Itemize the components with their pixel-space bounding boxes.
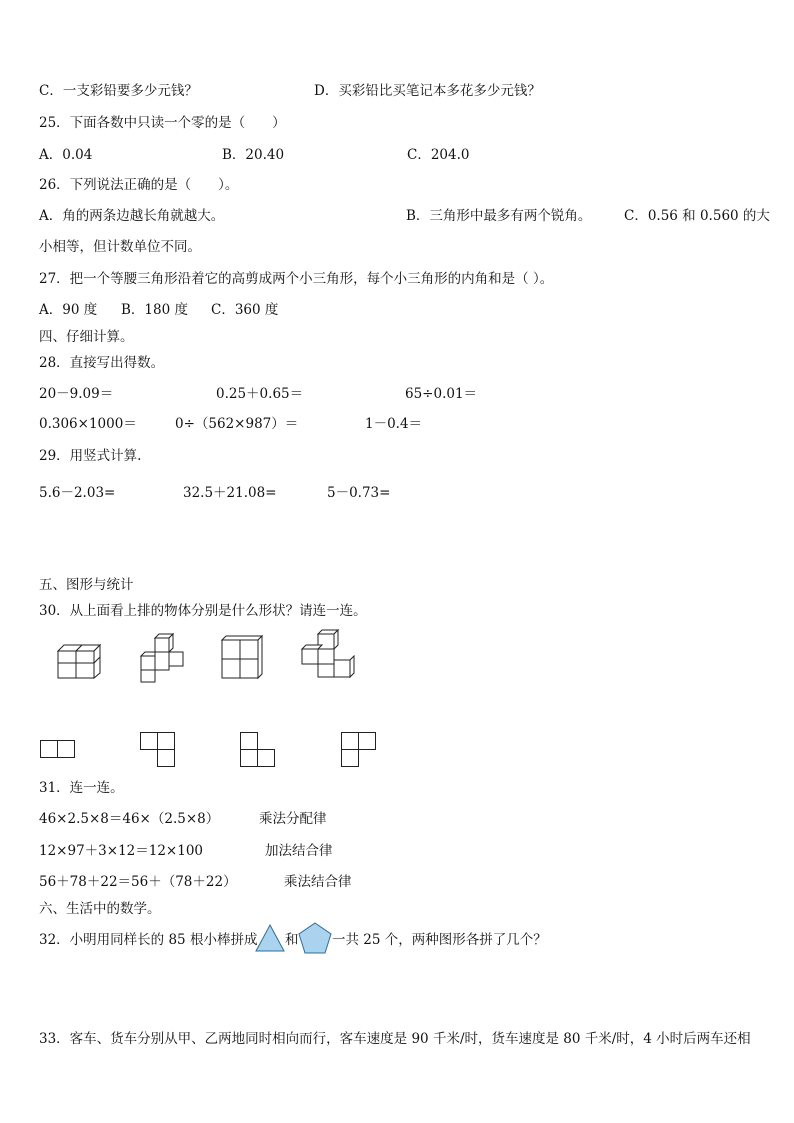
triangle-icon bbox=[255, 924, 285, 952]
q28-expr-5: 0÷（562×987）＝ bbox=[175, 416, 299, 432]
section-5-title: 五、图形与统计 bbox=[39, 577, 134, 593]
cube-figure-3 bbox=[220, 636, 264, 682]
q33-stem: 33．客车、货车分别从甲、乙两地同时相向而行，客车速度是 90 千米/时，货车速度是 80 千米/时，4 小时后两车还相 bbox=[39, 1031, 751, 1047]
q32-and: 和 bbox=[285, 932, 299, 948]
top-view-4 bbox=[341, 732, 377, 768]
cube-figure-1 bbox=[56, 645, 102, 681]
q29-expr-2: 32.5＋21.08= bbox=[183, 485, 277, 501]
q28-expr-1: 20－9.09＝ bbox=[39, 386, 114, 402]
q25-stem: 25．下面各数中只读一个零的是（ ） bbox=[39, 115, 286, 131]
q25-option-c: C．204.0 bbox=[407, 147, 470, 163]
q28-stem: 28．直接写出得数。 bbox=[39, 355, 165, 371]
q32-prefix: 32．小明用同样长的 85 根小棒拼成 bbox=[39, 932, 258, 948]
top-view-3 bbox=[240, 732, 276, 768]
q26-option-a: A．角的两条边越长角就越大。 bbox=[39, 208, 225, 224]
q29-expr-3: 5－0.73= bbox=[327, 485, 391, 501]
q31-right-3: 乘法结合律 bbox=[284, 874, 352, 890]
q24-option-d: D．买彩铅比买笔记本多花多少元钱？ bbox=[314, 83, 541, 99]
q30-stem: 30．从上面看上排的物体分别是什么形状？请连一连。 bbox=[39, 603, 367, 619]
q31-left-2: 12×97＋3×12＝12×100 bbox=[39, 843, 204, 859]
q29-stem: 29．用竖式计算. bbox=[39, 448, 142, 464]
q31-stem: 31．连一连。 bbox=[39, 780, 124, 796]
q25-option-a: A．0.04 bbox=[39, 147, 93, 163]
q28-expr-4: 0.306×1000＝ bbox=[39, 416, 137, 432]
q28-expr-3: 65÷0.01＝ bbox=[405, 386, 478, 402]
q32-suffix: 一共 25 个，两种图形各拼了几个？ bbox=[332, 932, 547, 948]
q27-option-b: B．180 度 bbox=[121, 302, 188, 318]
top-view-1 bbox=[40, 740, 76, 758]
q26-option-c: C．0.56 和 0.560 的大 bbox=[624, 208, 770, 224]
q27-option-c: C．360 度 bbox=[211, 302, 279, 318]
q31-left-1: 46×2.5×8＝46×（2.5×8） bbox=[39, 811, 220, 827]
top-view-2 bbox=[140, 732, 176, 768]
section-6-title: 六、生活中的数学。 bbox=[39, 901, 161, 917]
cube-figure-4 bbox=[300, 630, 356, 682]
q28-expr-2: 0.25＋0.65＝ bbox=[216, 386, 304, 402]
pentagon-icon bbox=[298, 922, 332, 954]
q25-option-b: B．20.40 bbox=[222, 147, 285, 163]
q31-right-2: 加法结合律 bbox=[265, 843, 333, 859]
q31-left-3: 56＋78＋22＝56＋（78＋22） bbox=[39, 874, 237, 890]
section-4-title: 四、仔细计算。 bbox=[39, 329, 134, 345]
q28-expr-6: 1－0.4＝ bbox=[365, 416, 423, 432]
q26-stem: 26．下列说法正确的是（ ）。 bbox=[39, 177, 239, 193]
q26-option-c-continued: 小相等，但计数单位不同。 bbox=[39, 239, 201, 255]
q31-right-1: 乘法分配律 bbox=[259, 811, 327, 827]
q29-expr-1: 5.6－2.03= bbox=[39, 485, 116, 501]
q27-stem: 27．把一个等腰三角形沿着它的高剪成两个小三角形，每个小三角形的内角和是（ ）。 bbox=[39, 271, 554, 287]
cube-figure-2 bbox=[137, 634, 187, 684]
q27-option-a: A．90 度 bbox=[39, 302, 98, 318]
q24-option-c: C．一支彩铅要多少元钱？ bbox=[39, 83, 198, 99]
q26-option-b: B．三角形中最多有两个锐角。 bbox=[406, 208, 592, 224]
